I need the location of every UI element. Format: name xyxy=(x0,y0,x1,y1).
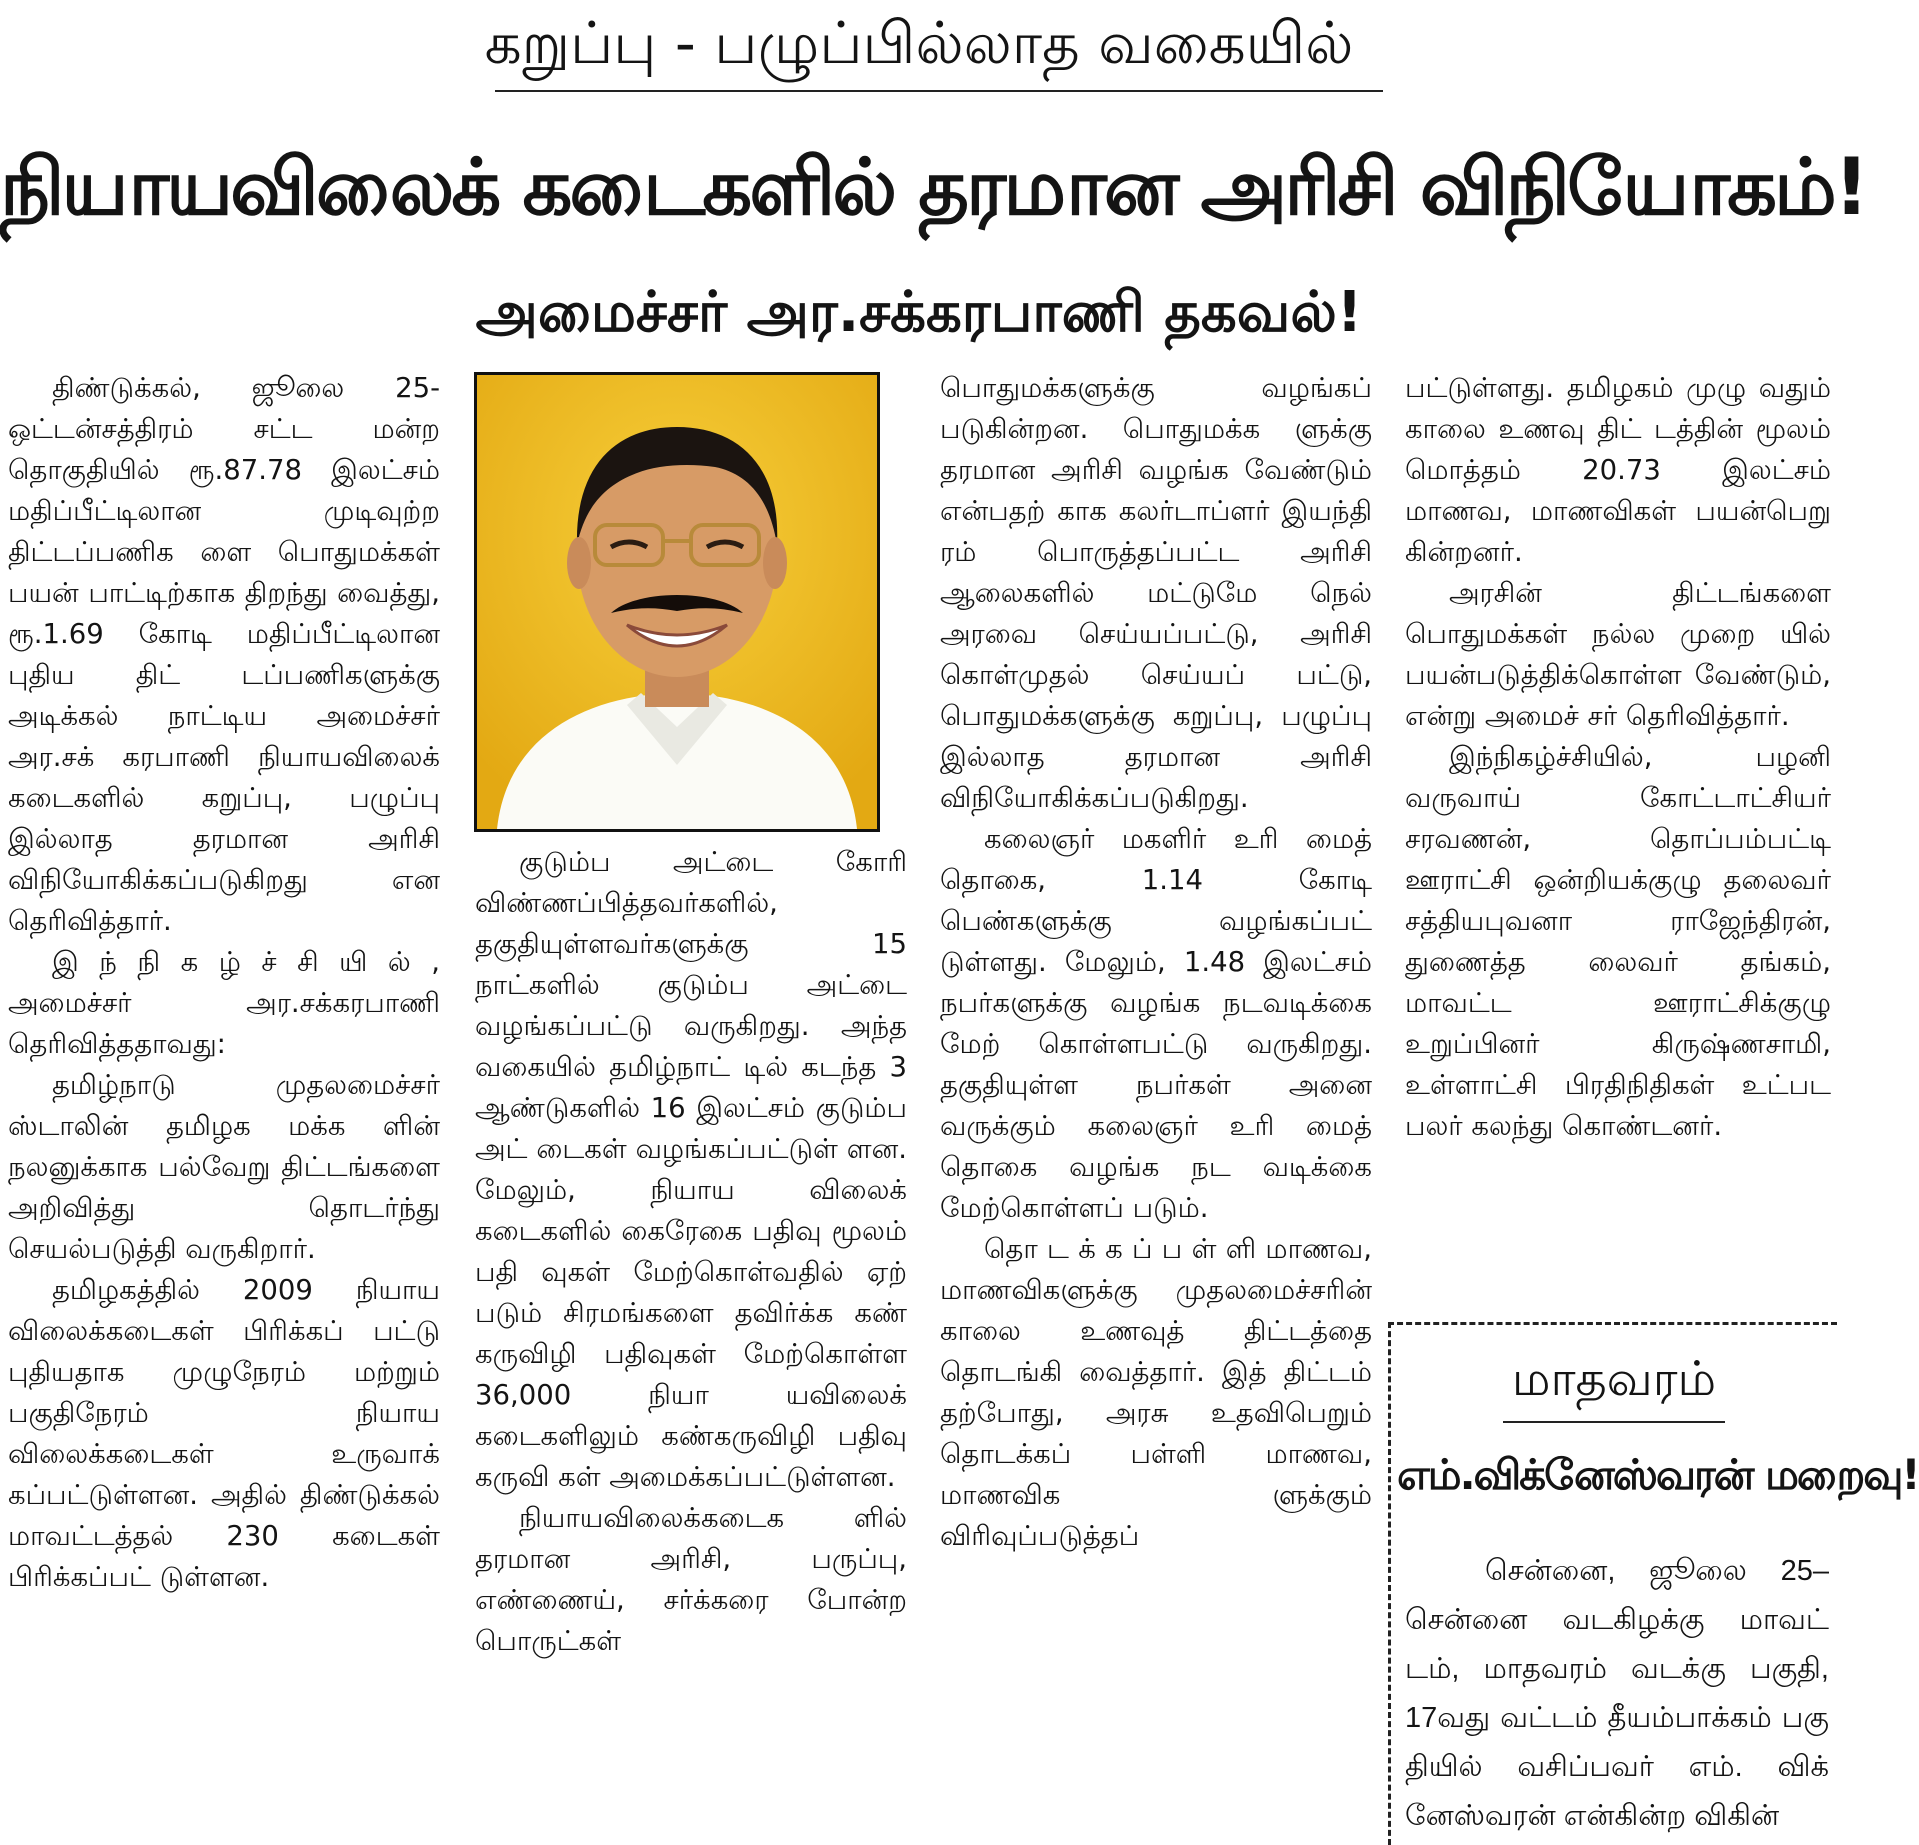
article-headline: நியாயவிலைக் கடைகளில் தரமான அரிசி விநியோகம்! xyxy=(0,143,1867,233)
article-column-4 xyxy=(1405,368,1831,1147)
column-1-paragraph-2: இ ந் நி க ழ் ச் சி யி ல் , அமைச்சர் அர.சக்கரபாணி தெரிவித்ததாவது: xyxy=(8,946,440,1060)
portrait-illustration xyxy=(477,375,877,829)
obituary-paragraph: சென்னை, ஜூலை 25– சென்னை வடகிழக்கு மாவட் டம், மாதவரம் வடக்கு பகுதி, 17வது வட்டம் தீயம்பாக்கம் பகு தியில் வசிப்பவர் எம். விக் னேஸ்வரன் என்கின்ற விகின் xyxy=(1405,1555,1829,1832)
obituary-kicker: மாதவரம் xyxy=(1511,1351,1717,1407)
article-column-2 xyxy=(475,842,907,1662)
obituary-headline: எம்.விக்னேஸ்வரன் மறைவு! xyxy=(1397,1450,1919,1499)
article-kicker: கறுப்பு - பழுப்பில்லாத வகையில் xyxy=(484,9,1354,77)
column-2-paragraph-2: நியாயவிலைக்கடைக ளில் தரமான அரிசி, பருப்பு, எண்ணைய், சர்க்கரை போன்ற பொருட்கள் xyxy=(475,1502,907,1657)
kicker-underline xyxy=(495,90,1383,92)
column-3-paragraph-2: கலைஞர் மகளிர் உரி மைத் தொகை, 1.14 கோடி பெண்களுக்கு வழங்கப்பட் டுள்ளது. மேலும், 1.48 இலட்சம் நபர்களுக்கு வழங்க நடவடிக்கை மேற் கொள்ளபட்டு வருகிறது. தகுதியுள்ள நபர்கள் அனை வருக்கும் கலைஞர் உரி மைத் தொகை வழங்க நட வடிக்கை மேற்கொள்ளப் படும். xyxy=(940,823,1372,1224)
column-2-paragraph-1: குடும்ப அட்டை கோரி விண்ணப்பித்தவர்களில், தகுதியுள்ளவர்களுக்கு 15 நாட்களில் குடும்ப அட்டை வழங்கப்பட்டு வருகிறது. அந்த வகையில் தமிழ்நாட் டில் கடந்த 3 ஆண்டுகளில் 16 இலட்சம் குடும்ப அட் டைகள் வழங்கப்பட்டுள் ளன. மேலும், நியாய விலைக் கடைகளில் கைரேகை பதிவு மூலம் பதி வுகள் மேற்கொள்வதில் ஏற் படும் சிரமங்களை தவிர்க்க கண் கருவிழி பதிவுகள் மேற்கொள்ள 36,000 நியா யவிலைக் கடைகளிலும் கண்கருவிழி பதிவு கருவி கள் அமைக்கப்பட்டுள்ளன. xyxy=(475,846,907,1493)
article-column-3 xyxy=(940,368,1372,1557)
column-3-paragraph-3: தொ ட க் க ப் ப ள் ளி மாணவ, மாணவிகளுக்கு முதலமைச்சரின் காலை உணவுத் திட்டத்தை தொடங்கி வைத்தார். இத் திட்டம் தற்போது, அரசு உதவிபெறும் தொடக்கப் பள்ளி மாணவ, மாணவிக ளுக்கும் விரிவுப்படுத்தப் xyxy=(940,1233,1372,1552)
article-column-1 xyxy=(8,368,440,1598)
obituary-body xyxy=(1405,1547,1829,1841)
column-1-paragraph-3: தமிழ்நாடு முதலமைச்சர் ஸ்டாலின் தமிழக மக்க ளின் நலனுக்காக பல்வேறு திட்டங்களை அறிவித்து தொடர்ந்து செயல்படுத்தி வருகிறார். xyxy=(8,1069,440,1265)
column-4-paragraph-2: அரசின் திட்டங்களை பொதுமக்கள் நல்ல முறை யில் பயன்படுத்திக்கொள்ள வேண்டும், என்று அமைச் சர் தெரிவித்தார். xyxy=(1405,577,1831,732)
article-subheadline: அமைச்சர் அர.சக்கரபாணி தகவல்! xyxy=(475,280,1363,345)
column-3-paragraph-1: பொதுமக்களுக்கு வழங்கப் படுகின்றன. பொதுமக்க ளுக்கு தரமான அரிசி வழங்க வேண்டும் என்பதற் காக கலர்டாப்ளர் இயந்தி ரம் பொருத்தப்பட்ட அரிசி ஆலைகளில் மட்டுமே நெல் அரவை செய்யப்பட்டு, அரிசி கொள்முதல் செய்யப் பட்டு, பொதுமக்களுக்கு கறுப்பு, பழுப்பு இல்லாத தரமான அரிசி விநியோகிக்கப்படுகிறது. xyxy=(940,372,1372,814)
obituary-kicker-underline xyxy=(1503,1421,1725,1423)
column-4-paragraph-3: இந்நிகழ்ச்சியில், பழனி வருவாய் கோட்டாட்சியர் சரவணன், தொப்பம்பட்டி ஊராட்சி ஒன்றியக்குழு தலைவர் சத்தியபுவனா ராஜேந்திரன், துணைத்த லைவர் தங்கம், மாவட்ட ஊராட்சிக்குழு உறுப்பினர் கிருஷ்ணசாமி, உள்ளாட்சி பிரதிநிதிகள் உட்பட பலர் கலந்து கொண்டனர். xyxy=(1405,741,1831,1142)
obituary-box xyxy=(1388,1322,1919,1845)
column-4-paragraph-1: பட்டுள்ளது. தமிழகம் முழு வதும் காலை உணவு திட் டத்தின் மூலம் மொத்தம் 20.73 இலட்சம் மாணவ, மாணவிகள் பயன்பெறு கின்றனர். xyxy=(1405,372,1831,568)
minister-portrait-photo xyxy=(474,372,880,832)
column-1-paragraph-1: திண்டுக்கல், ஜூலை 25- ஒட்டன்சத்திரம் சட்ட மன்ற தொகுதியில் ரூ.87.78 இலட்சம் மதிப்பீட்டிலான முடிவுற்ற திட்டப்பணிக ளை பொதுமக்கள் பயன் பாட்டிற்காக திறந்து வைத்து, ரூ.1.69 கோடி மதிப்பீட்டிலான புதிய திட் டப்பணிகளுக்கு அடிக்கல் நாட்டிய அமைச்சர் அர.சக் கரபாணி நியாயவிலைக் கடைகளில் கறுப்பு, பழுப்பு இல்லாத தரமான அரிசி விநியோகிக்கப்படுகிறது என தெரிவித்தார். xyxy=(8,372,440,937)
column-1-paragraph-4: தமிழகத்தில் 2009 நியாய விலைக்கடைகள் பிரிக்கப் பட்டு புதியதாக முழுநேரம் மற்றும் பகுதிநேரம் நியாய விலைக்கடைகள் உருவாக் கப்பட்டுள்ளன. அதில் திண்டுக்கல் மாவட்டத்தல் 230 கடைகள் பிரிக்கப்பட் டுள்ளன. xyxy=(8,1274,440,1593)
